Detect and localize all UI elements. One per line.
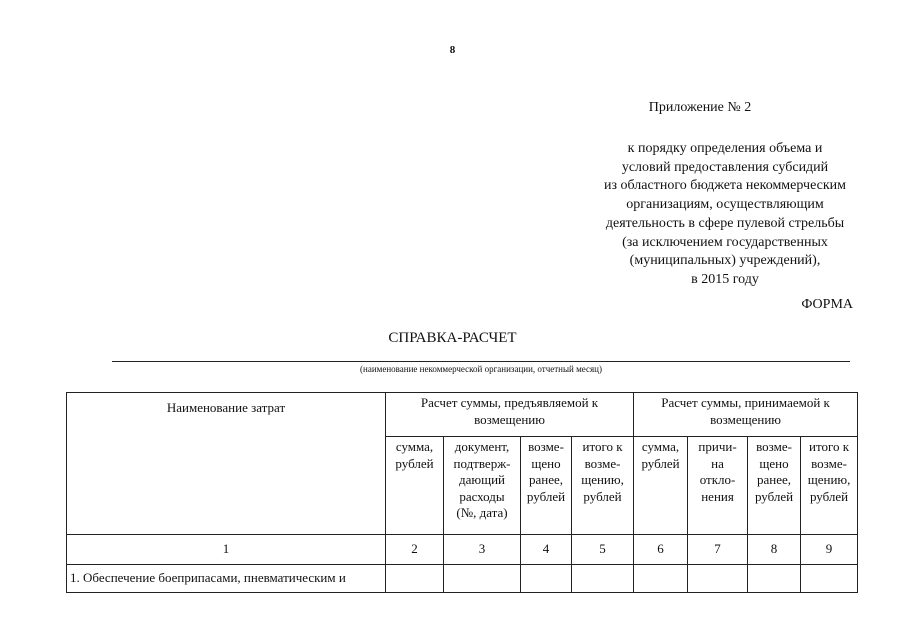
header-accepted-amount: сумма, рублей <box>634 437 688 535</box>
column-number: 3 <box>444 535 521 565</box>
header-accepted-total: итого к возме- щению, рублей <box>801 437 858 535</box>
appendix-line: (за исключением государственных <box>622 234 828 250</box>
appendix-text <box>575 140 875 290</box>
row-label: 1. Обеспечение боеприпасами, пневматическим и <box>67 565 386 593</box>
appendix-line: деятельность в сфере пулевой стрельбы <box>605 215 845 231</box>
column-number: 1 <box>67 535 386 565</box>
table-cell <box>572 565 634 593</box>
table-cell <box>801 565 858 593</box>
header-accepted-group: Расчет суммы, принимаемой к возмещению <box>634 393 858 437</box>
table-cell <box>444 565 521 593</box>
column-number: 6 <box>634 535 688 565</box>
appendix-line: в 2015 году <box>691 271 759 287</box>
header-claimed-amount: сумма, рублей <box>386 437 444 535</box>
column-number-row <box>67 535 858 565</box>
table-cell <box>521 565 572 593</box>
header-claimed-total: итого к возме- щению, рублей <box>572 437 634 535</box>
table-cell <box>688 565 748 593</box>
column-number: 8 <box>748 535 801 565</box>
cost-calculation-table <box>66 392 858 593</box>
document-title: СПРАВКА-РАСЧЕТ <box>388 330 517 346</box>
column-number: 5 <box>572 535 634 565</box>
header-cost-name: Наименование затрат <box>67 393 386 535</box>
organization-fill-line <box>112 361 850 362</box>
header-claimed-document: документ, подтверж- дающий расходы (№, дата) <box>444 437 521 535</box>
page-number: 8 <box>449 44 456 56</box>
appendix-line: (муниципальных) учреждений), <box>629 253 821 269</box>
table-row <box>67 565 858 593</box>
appendix-line: условий предоставления субсидий <box>621 159 829 175</box>
table-cell <box>634 565 688 593</box>
appendix-line: к порядку определения объема и <box>627 141 823 156</box>
column-number: 4 <box>521 535 572 565</box>
table-cell <box>748 565 801 593</box>
organization-caption: (наименование некоммерческой организации, отчетный месяц) <box>360 364 602 374</box>
column-number: 7 <box>688 535 748 565</box>
table-cell <box>386 565 444 593</box>
column-number: 2 <box>386 535 444 565</box>
appendix-line: из областного бюджета некоммерческим <box>604 178 846 194</box>
appendix-title: Приложение № 2 <box>648 100 752 115</box>
header-accepted-deviation-reason: причи- на откло- нения <box>688 437 748 535</box>
column-number: 9 <box>801 535 858 565</box>
form-label: ФОРМА <box>801 297 853 312</box>
header-claimed-group: Расчет суммы, предъявляемой к возмещению <box>386 393 634 437</box>
header-accepted-reimbursed-before: возме- щено ранее, рублей <box>748 437 801 535</box>
header-claimed-reimbursed-before: возме- щено ранее, рублей <box>521 437 572 535</box>
appendix-line: организациям, осуществляющим <box>626 197 824 213</box>
